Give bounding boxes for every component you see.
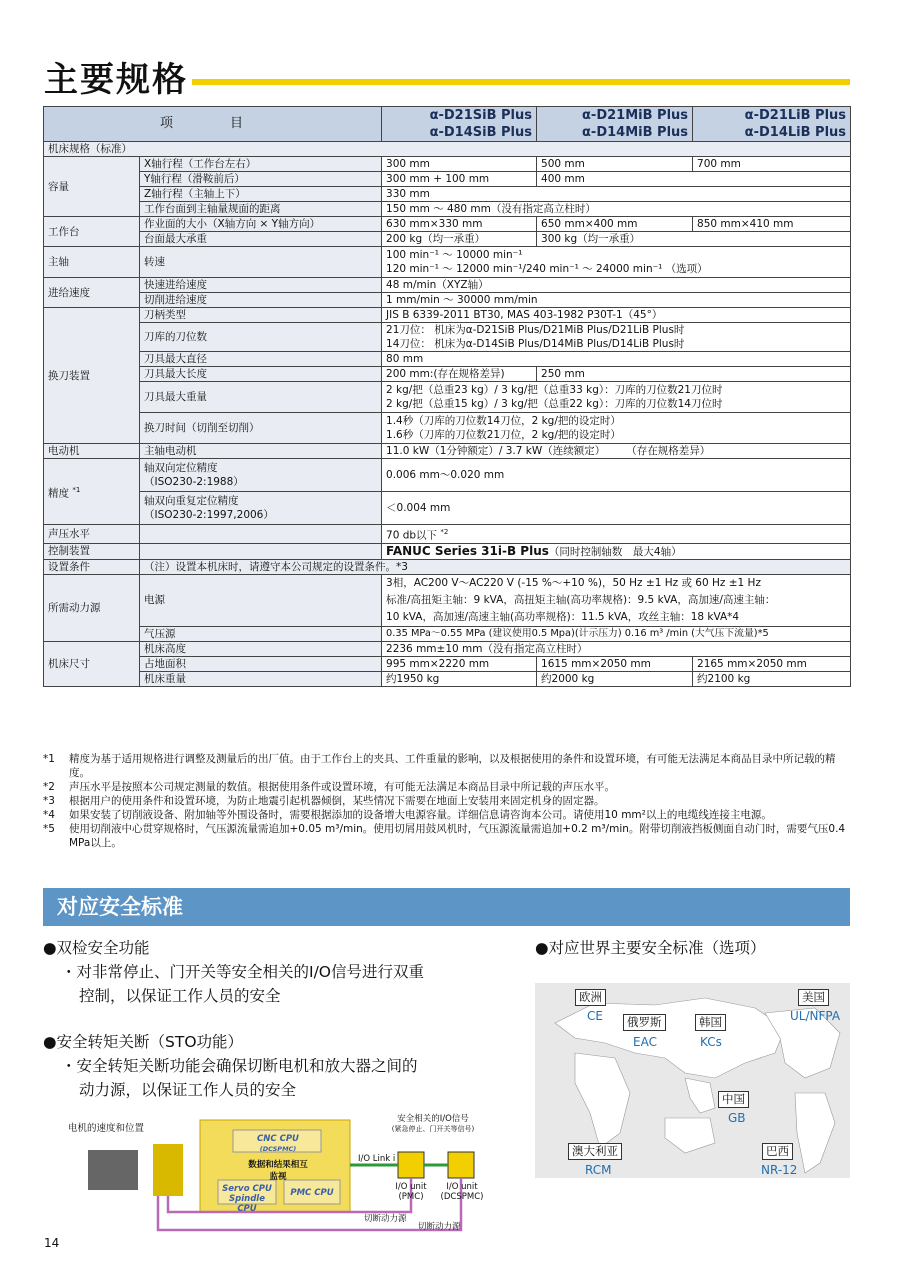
- feature-dual-check: ●双检安全功能 ・对非常停止、门开关等安全相关的I/O信号进行双重 控制，以保证工作人员的安全: [43, 939, 424, 1005]
- region-label: 中国: [718, 1091, 749, 1108]
- item-tctime: 换刀时间（切削至切削）: [140, 413, 382, 444]
- cell: 300 kg（均一承重）: [537, 232, 851, 247]
- cell: 995 mm×2220 mm: [382, 656, 537, 671]
- region-label: 俄罗斯: [623, 1014, 666, 1031]
- sec-capacity: 容量: [44, 157, 140, 217]
- cell: 11.0 kW（1分钟额定）/ 3.7 kW（连续额定） （存在规格差异）: [382, 444, 851, 459]
- cell: 700 mm: [693, 157, 851, 172]
- item-blank: [140, 525, 382, 544]
- cell: 约1950 kg: [382, 671, 537, 686]
- item-x: X轴行程（工作台左右）: [140, 157, 382, 172]
- sec-motor: 电动机: [44, 444, 140, 459]
- item-worksize: 作业面的大小（X轴方向 × Y轴方向）: [140, 217, 382, 232]
- spec-table: [43, 106, 851, 687]
- cell: 650 mm×400 mm: [537, 217, 693, 232]
- region-label: 巴西: [762, 1143, 793, 1160]
- item-speed: 转速: [140, 247, 382, 278]
- cell: 200 kg（均一承重）: [382, 232, 537, 247]
- cell: ＜0.004 mm: [382, 492, 851, 525]
- cell: 330 mm: [382, 187, 851, 202]
- cell: 约2000 kg: [537, 671, 693, 686]
- io-unit-dcspmc: [448, 1152, 474, 1178]
- footnote: *2 声压水平是按照本公司规定测量的数值。根据使用条件或设置环境，有可能无法满足本商品目录中所记载的声压水平。: [43, 781, 615, 793]
- header-item: 项 目: [44, 107, 382, 142]
- standard-label: KCs: [700, 1035, 722, 1049]
- item-magazine: 刀库的刀位数: [140, 323, 382, 352]
- sec-install: 设置条件: [44, 559, 140, 574]
- item-maxlen: 刀具最大长度: [140, 367, 382, 382]
- cell: 约2100 kg: [693, 671, 851, 686]
- model-col-l: α-D21LiB Plus α-D14LiB Plus: [693, 107, 851, 142]
- item-pos1: 轴双向定位精度 （ISO230-2:1988）: [140, 459, 382, 492]
- feature-world-standards: ●对应世界主要安全标准（选项）: [535, 939, 766, 957]
- model-col-s: α-D21SiB Plus α-D14SiB Plus: [382, 107, 537, 142]
- footnote: *4 如果安装了切削液设备、附加轴等外围设备时，需要根据添加的设备增大电源容量。详细信息请咨询本公司。请使用10 mm²以上的电缆线连接主电源。: [43, 809, 772, 821]
- footnote: *1 精度为基于适用规格进行调整及测量后的出厂值。由于工作台上的夹具、工件重量的影响，以及根据使用的条件和设置环境，有可能无法满足本商品目录中所记载的精度。: [43, 753, 836, 779]
- sec-spindle: 主轴: [44, 247, 140, 278]
- standard-label: EAC: [633, 1035, 657, 1049]
- cell: 850 mm×410 mm: [693, 217, 851, 232]
- cell-maxwt: 2 kg/把（总重23 kg）/ 3 kg/把（总重33 kg）：刀库的刀位数21刀位时 2 kg/把（总重15 kg）/ 3 kg/把（总重22 kg）：刀库的刀位数14刀位时: [382, 382, 851, 413]
- servo-label: Servo CPU Spindle CPU: [222, 1184, 272, 1214]
- item-rapid: 快速进给速度: [140, 278, 382, 293]
- region-label: 韩国: [695, 1014, 726, 1031]
- cell-magazine: 21刀位： 机床为α-D21SiB Plus/D21MiB Plus/D21LiB Plus时 14刀位： 机床为α-D14SiB Plus/D14MiB Plus/D14LiB Plus时: [382, 323, 851, 352]
- cell: 150 mm 〜 480 mm（没有指定高立柱时）: [382, 202, 851, 217]
- cell: 2236 mm±10 mm（没有指定高立柱时）: [382, 641, 851, 656]
- standard-label: RCM: [585, 1163, 612, 1177]
- item-spmotor: 主轴电动机: [140, 444, 382, 459]
- item-maxdia: 刀具最大直径: [140, 352, 382, 367]
- monitor-label: 数据和结果相互监视: [248, 1160, 308, 1182]
- cell: 400 mm: [537, 172, 851, 187]
- cell-elec: 3相，AC200 V〜AC220 V (-15 %〜+10 %)，50 Hz ±1 Hz 或 60 Hz ±1 Hz 标准/高扭矩主轴：9 kVA，高扭矩主轴(高功率规格)：9.5 kVA，高加速/高速主轴： 10 kVA，高加速/高速主轴(高功率规格)：11.5 kVA，攻丝主轴：18 kVA*4: [382, 574, 851, 626]
- item-maxload: 台面最大承重: [140, 232, 382, 247]
- cell: JIS B 6339-2011 BT30, MAS 403-1982 P30T-1（45°）: [382, 308, 851, 323]
- cell-install: （注）设置本机床时，请遵守本公司规定的设置条件。*3: [140, 559, 851, 574]
- cell: 200 mm:(存在规格差异): [382, 367, 537, 382]
- cell: 1 mm/min 〜 30000 mm/min: [382, 293, 851, 308]
- motor-icon: [88, 1150, 138, 1190]
- row-machine-spec: 机床规格（标准）: [44, 142, 851, 157]
- item-floor: 占地面积: [140, 656, 382, 671]
- cell: 250 mm: [537, 367, 851, 382]
- pmc-label: PMC CPU: [290, 1188, 334, 1198]
- title-underline: [192, 79, 850, 85]
- cell: 300 mm: [382, 157, 537, 172]
- cell: 500 mm: [537, 157, 693, 172]
- io-pmc-label: I/O unit (PMC): [395, 1182, 427, 1202]
- footnotes: [43, 752, 853, 850]
- sec-size: 机床尺寸: [44, 641, 140, 686]
- motor-label: 电机的速度和位置: [68, 1123, 145, 1134]
- sec-worktable: 工作台: [44, 217, 140, 247]
- standard-label: NR-12: [761, 1163, 798, 1177]
- cut-power-label: 切断动力源: [418, 1222, 461, 1232]
- item-blank: [140, 543, 382, 559]
- item-air: 气压源: [140, 626, 382, 641]
- cell-noise: 70 db以下 $^{*2}$: [382, 525, 851, 544]
- sec-feed: 进给速度: [44, 278, 140, 308]
- standard-label: UL/NFPA: [790, 1009, 841, 1023]
- io-link-label: I/O Link i: [358, 1154, 396, 1164]
- cell-tctime: 1.4秒（刀库的刀位数14刀位，2 kg/把的设定时） 1.6秒（刀库的刀位数21刀位，2 kg/把的设定时）: [382, 413, 851, 444]
- item-pos2: 轴双向重复定位精度 （ISO230-2:1997,2006）: [140, 492, 382, 525]
- io-unit-pmc: [398, 1152, 424, 1178]
- item-maxwt: 刀具最大重量: [140, 382, 382, 413]
- section-heading-safety: 对应安全标准: [43, 888, 850, 926]
- region-label: 欧洲: [575, 989, 606, 1006]
- amplifier-icon: [153, 1144, 183, 1196]
- item-y: Y轴行程（滑鞍前后）: [140, 172, 382, 187]
- io-dcs-label: I/O unit (DCSPMC): [440, 1182, 484, 1202]
- sec-noise: 声压水平: [44, 525, 140, 544]
- cell: 48 m/min（XYZ轴）: [382, 278, 851, 293]
- cnc-cpu-label: CNC CPU (DCSPMC): [257, 1134, 299, 1153]
- footnote: *3 根据用户的使用条件和设置环境，为防止地震引起机器倾倒，某些情况下需要在地面上安装用来固定机身的固定器。: [43, 795, 605, 807]
- cell-speed: 100 min⁻¹ 〜 10000 min⁻¹ 120 min⁻¹ 〜 12000 min⁻¹/240 min⁻¹ 〜 24000 min⁻¹ （选项）: [382, 247, 851, 278]
- cell: 630 mm×330 mm: [382, 217, 537, 232]
- footnote: *5 使用切削液中心贯穿规格时，气压源流量需追加+0.05 m³/min。使用切屑用鼓风机时，气压源流量需追加+0.2 m³/min。附带切削液挡板侧面自动门时，需要气压0.4 MPa以上。: [43, 823, 846, 849]
- page-title: 主要规格: [44, 60, 188, 100]
- cell: 300 mm + 100 mm: [382, 172, 537, 187]
- item-dist: 工作台面到主轴量规面的距离: [140, 202, 382, 217]
- io-signal-label: 安全相关的I/O信号 (紧急停止、门开关等信号): [391, 1114, 475, 1133]
- item-height: 机床高度: [140, 641, 382, 656]
- model-col-m: α-D21MiB Plus α-D14MiB Plus: [537, 107, 693, 142]
- item-z: Z轴行程（主轴上下）: [140, 187, 382, 202]
- cell: 80 mm: [382, 352, 851, 367]
- cell: 0.006 mm〜0.020 mm: [382, 459, 851, 492]
- world-map: [535, 983, 850, 1178]
- region-label: 美国: [798, 989, 829, 1006]
- region-label: 澳大利亚: [568, 1143, 622, 1160]
- cut-power-label: 切断动力源: [364, 1214, 407, 1224]
- sec-control: 控制装置: [44, 543, 140, 559]
- page-number: 14: [44, 1236, 60, 1250]
- sto-diagram: [68, 1112, 508, 1242]
- sec-power: 所需动力源: [44, 574, 140, 641]
- item-holder: 刀柄类型: [140, 308, 382, 323]
- item-cutting: 切削进给速度: [140, 293, 382, 308]
- cell: 1615 mm×2050 mm: [537, 656, 693, 671]
- sec-atc: 换刀装置: [44, 308, 140, 444]
- item-weight: 机床重量: [140, 671, 382, 686]
- cell-air: 0.35 MPa〜0.55 MPa (建议使用0.5 Mpa)(计示压力) 0.16 m³ /min (大气压下流量)*5: [382, 626, 851, 641]
- standard-label: CE: [587, 1009, 603, 1023]
- standard-label: GB: [728, 1111, 746, 1125]
- feature-sto: ●安全转矩关断（STO功能） ・安全转矩关断功能会确保切断电机和放大器之间的 动力源，以保证工作人员的安全: [43, 1033, 418, 1099]
- cell: 2165 mm×2050 mm: [693, 656, 851, 671]
- cell-control: FANUC Series 31i-B Plus（同时控制轴数 最大4轴）: [382, 543, 851, 559]
- sec-accuracy: 精度 $^{*1}$: [44, 459, 140, 525]
- item-elec: 电源: [140, 574, 382, 626]
